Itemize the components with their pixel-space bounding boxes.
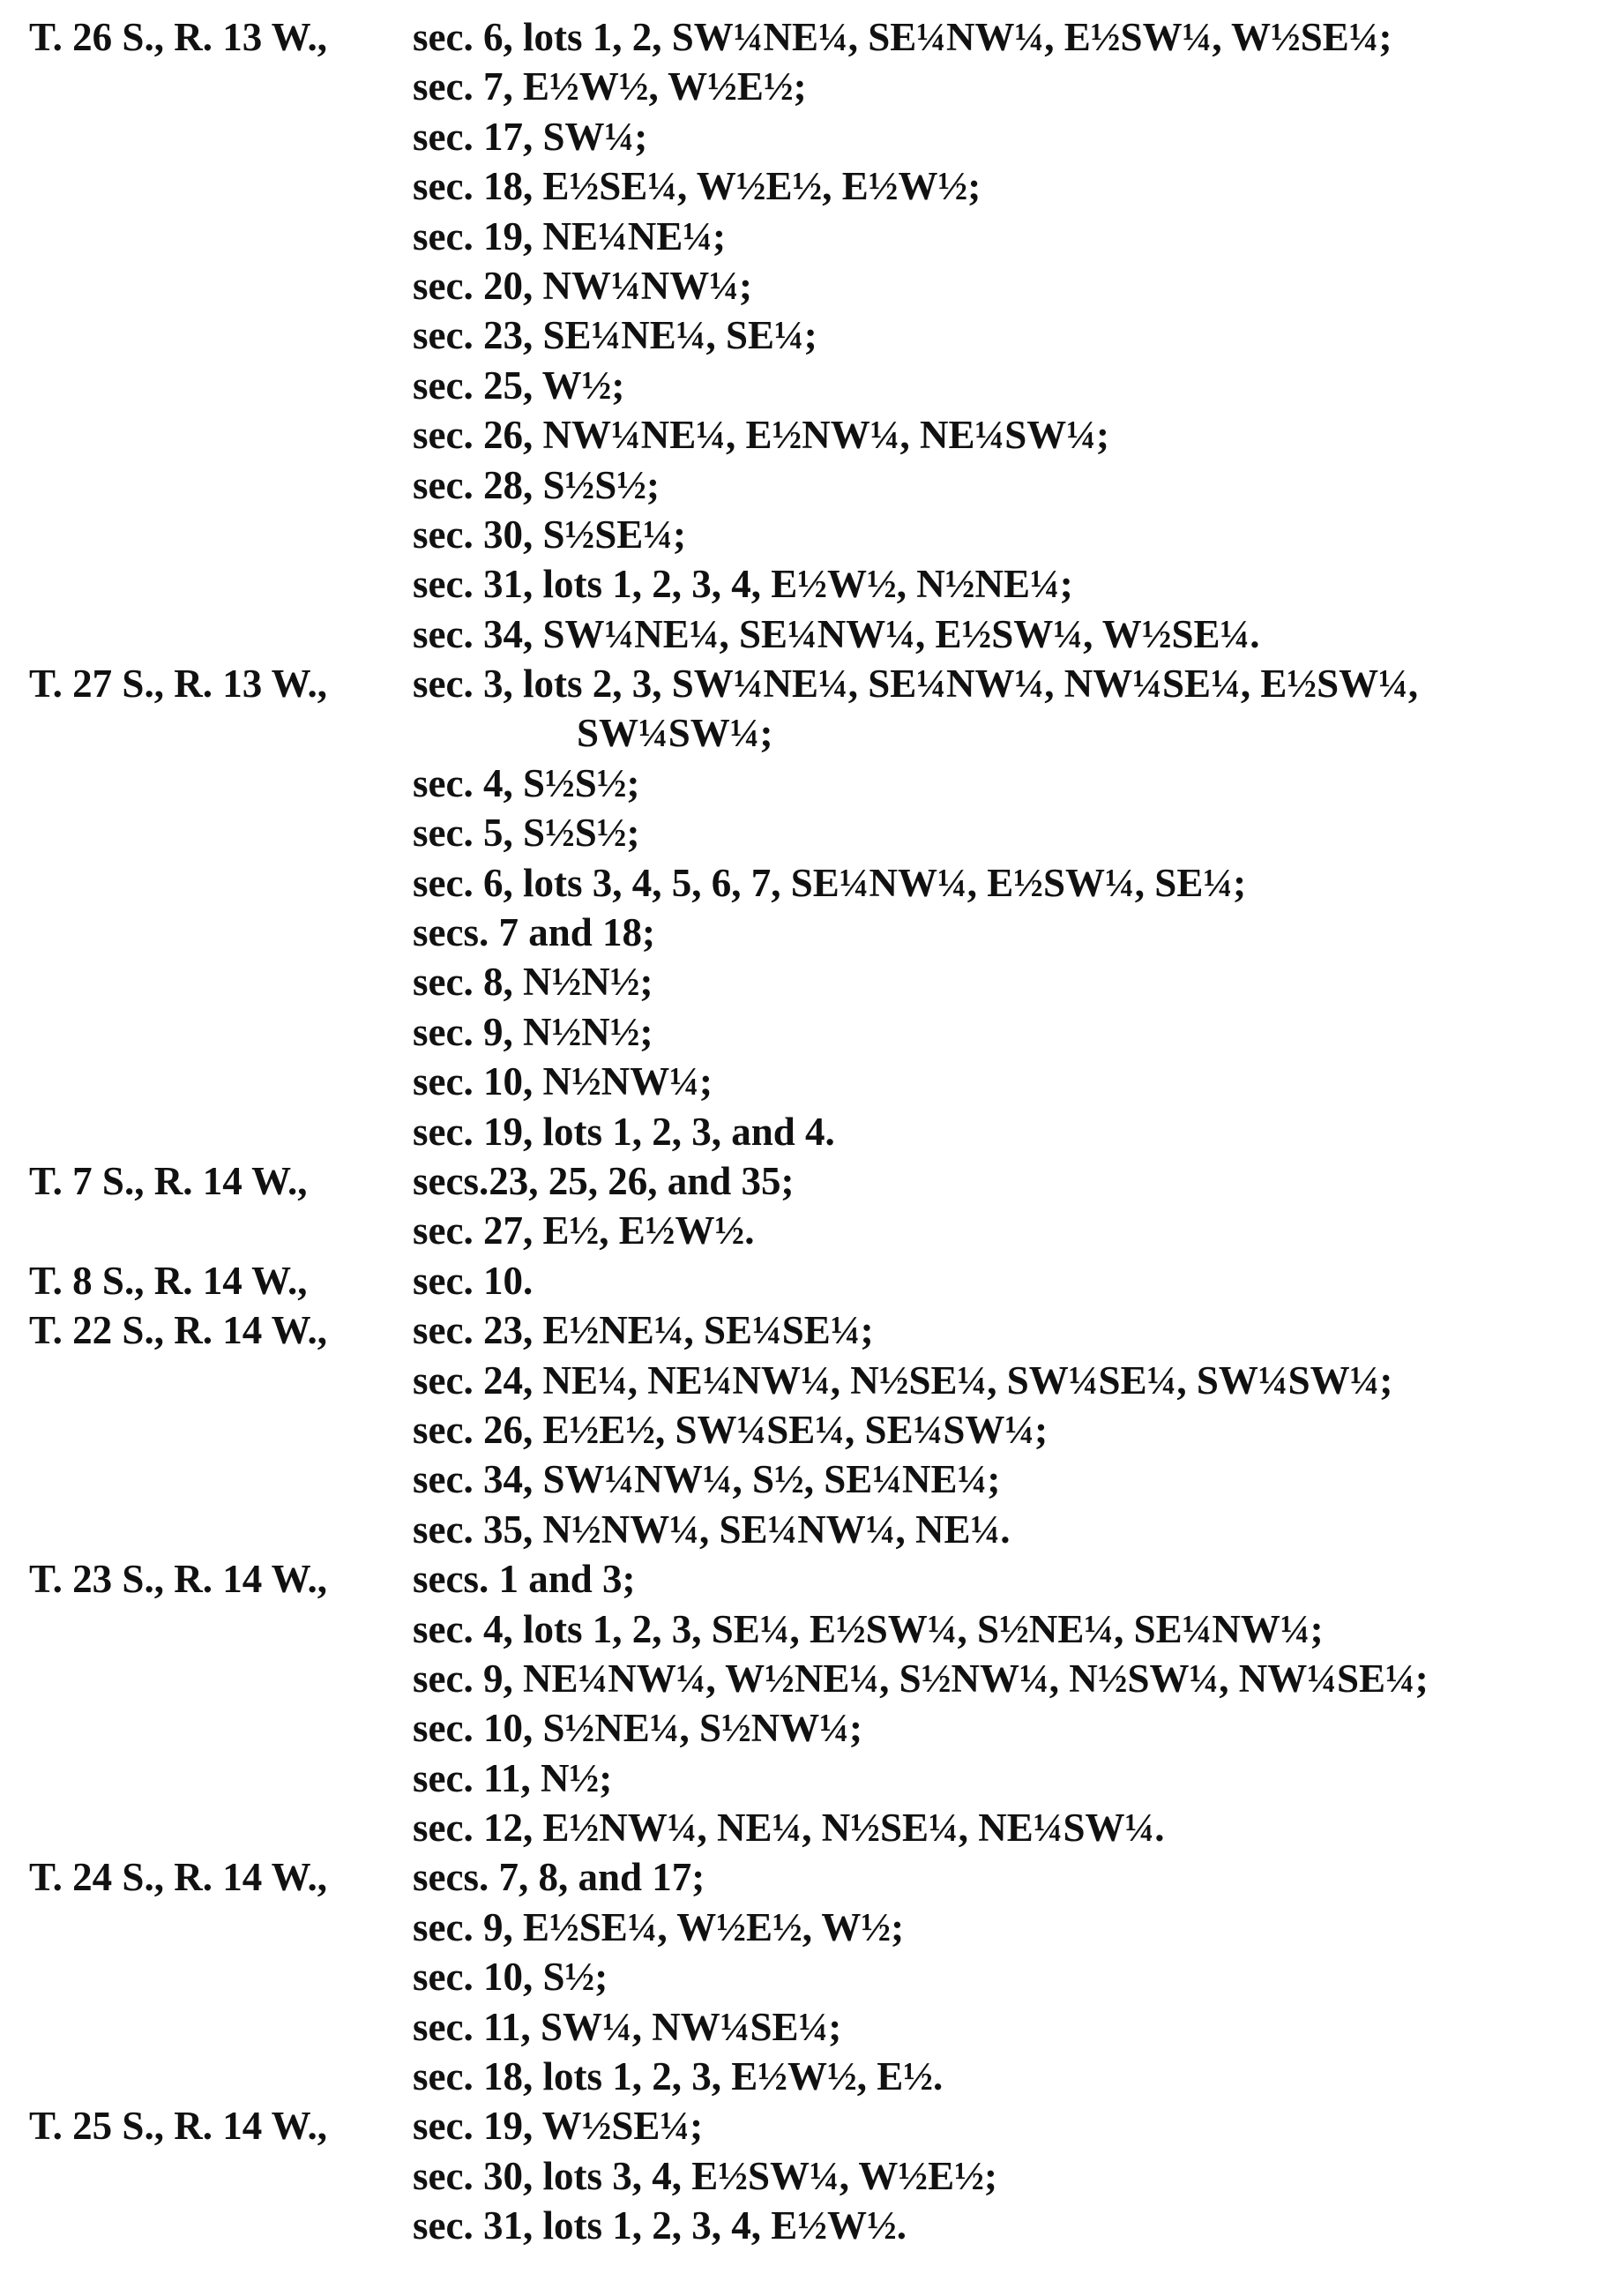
description-line (0, 1803, 1612, 1852)
section-description: sec. 8, N½N½; (413, 960, 653, 1005)
description-line (0, 1952, 1612, 2001)
section-description: sec. 9, N½N½; (413, 1009, 653, 1054)
section-description: sec. 6, lots 3, 4, 5, 6, 7, SE¼NW¼, E½SW¼, SE¼; (413, 860, 1247, 905)
section-description: sec. 20, NW¼NW¼; (413, 263, 752, 308)
description-line (0, 1405, 1612, 1455)
section-description: sec. 24, NE¼, NE¼NW¼, N½SE¼, SW¼SE¼, SW¼SW¼; (413, 1357, 1393, 1402)
description-line (0, 2002, 1612, 2052)
section-description: sec. 10, S½NE¼, S½NW¼; (413, 1706, 863, 1751)
section-description: sec. 31, lots 1, 2, 3, 4, E½W½, N½NE¼; (413, 562, 1073, 607)
township-range-label: T. 22 S., R. 14 W., (29, 1308, 328, 1353)
section-description: secs.23, 25, 26, and 35; (413, 1158, 795, 1203)
description-line (0, 212, 1612, 261)
description-line (0, 1156, 1612, 1206)
description-line (0, 2052, 1612, 2101)
description-line (0, 1007, 1612, 1057)
section-description: sec. 30, S½SE¼; (413, 512, 687, 557)
description-line (0, 2101, 1612, 2150)
section-description: sec. 28, S½S½; (413, 462, 660, 507)
description-line (0, 708, 1612, 758)
description-line (0, 808, 1612, 857)
section-description: sec. 4, S½S½; (413, 760, 640, 805)
description-line (0, 1654, 1612, 1703)
description-line (0, 858, 1612, 908)
description-line (0, 161, 1612, 211)
section-description: secs. 7 and 18; (413, 910, 656, 955)
description-line (0, 1206, 1612, 1255)
description-line (0, 908, 1612, 957)
description-line (0, 759, 1612, 808)
description-line (0, 112, 1612, 161)
description-line (0, 1057, 1612, 1106)
section-description: sec. 17, SW¼; (413, 114, 648, 159)
description-line (0, 1305, 1612, 1355)
township-range-label: T. 7 S., R. 14 W., (29, 1158, 308, 1203)
section-description: sec. 18, E½SE¼, W½E½, E½W½; (413, 164, 981, 209)
land-description-list (0, 12, 1612, 2251)
section-description: sec. 26, E½E½, SW¼SE¼, SE¼SW¼; (413, 1407, 1049, 1452)
section-description: secs. 7, 8, and 17; (413, 1855, 705, 1900)
section-description: sec. 23, E½NE¼, SE¼SE¼; (413, 1308, 874, 1353)
description-line (0, 361, 1612, 410)
description-line (0, 1455, 1612, 1504)
section-description: sec. 25, W½; (413, 363, 625, 408)
section-description: sec. 19, W½SE¼; (413, 2104, 704, 2149)
section-description: sec. 9, E½SE¼, W½E½, W½; (413, 1904, 905, 1949)
description-line (0, 1554, 1612, 1604)
section-description: sec. 11, SW¼, NW¼SE¼; (413, 2004, 842, 2049)
section-description: sec. 31, lots 1, 2, 3, 4, E½W½. (413, 2203, 907, 2248)
township-range-label: T. 8 S., R. 14 W., (29, 1258, 308, 1303)
section-description: secs. 1 and 3; (413, 1557, 636, 1602)
description-line (0, 1256, 1612, 1305)
description-line (0, 62, 1612, 111)
description-line (0, 410, 1612, 460)
description-line (0, 12, 1612, 62)
description-line (0, 957, 1612, 1006)
section-description: sec. 12, E½NW¼, NE¼, N½SE¼, NE¼SW¼. (413, 1806, 1165, 1851)
section-description: sec. 23, SE¼NE¼, SE¼; (413, 313, 817, 358)
section-description: sec. 34, SW¼NW¼, S½, SE¼NE¼; (413, 1457, 1001, 1502)
description-line (0, 610, 1612, 659)
description-line (0, 261, 1612, 310)
township-range-label: T. 27 S., R. 13 W., (29, 662, 328, 707)
township-range-label: T. 24 S., R. 14 W., (29, 1855, 328, 1900)
description-line (0, 1356, 1612, 1405)
description-line (0, 1604, 1612, 1654)
section-description: sec. 18, lots 1, 2, 3, E½W½, E½. (413, 2054, 944, 2099)
section-description: sec. 10, S½; (413, 1955, 608, 2000)
section-description: sec. 4, lots 1, 2, 3, SE¼, E½SW¼, S½NE¼, SE¼NW¼; (413, 1606, 1324, 1651)
description-line (0, 310, 1612, 360)
description-line (0, 559, 1612, 609)
description-continuation: SW¼SW¼; (577, 711, 773, 756)
description-line (0, 510, 1612, 559)
section-description: sec. 9, NE¼NW¼, W½NE¼, S½NW¼, N½SW¼, NW¼SE¼; (413, 1656, 1429, 1701)
section-description: sec. 19, lots 1, 2, 3, and 4. (413, 1109, 835, 1154)
description-line (0, 1852, 1612, 1902)
section-description: sec. 34, SW¼NE¼, SE¼NW¼, E½SW¼, W½SE¼. (413, 611, 1260, 656)
section-description: sec. 10, N½NW¼; (413, 1059, 713, 1104)
township-range-label: T. 25 S., R. 14 W., (29, 2104, 328, 2149)
description-line (0, 1703, 1612, 1753)
description-line (0, 460, 1612, 510)
section-description: sec. 26, NW¼NE¼, E½NW¼, NE¼SW¼; (413, 413, 1110, 458)
section-description: sec. 6, lots 1, 2, SW¼NE¼, SE¼NW¼, E½SW¼, W½SE¼; (413, 15, 1392, 59)
section-description: sec. 35, N½NW¼, SE¼NW¼, NE¼. (413, 1507, 1011, 1552)
section-description: sec. 11, N½; (413, 1755, 613, 1800)
section-description: sec. 3, lots 2, 3, SW¼NE¼, SE¼NW¼, NW¼SE¼, E½SW¼, (413, 662, 1419, 707)
description-line (0, 1505, 1612, 1554)
description-line (0, 1754, 1612, 1803)
description-line (0, 1903, 1612, 1952)
description-line (0, 659, 1612, 708)
section-description: sec. 30, lots 3, 4, E½SW¼, W½E½; (413, 2153, 997, 2198)
section-description: sec. 5, S½S½; (413, 811, 640, 856)
description-line (0, 2151, 1612, 2201)
township-range-label: T. 23 S., R. 14 W., (29, 1557, 328, 1602)
township-range-label: T. 26 S., R. 13 W., (29, 15, 328, 59)
section-description: sec. 7, E½W½, W½E½; (413, 64, 807, 109)
description-line (0, 1107, 1612, 1156)
description-line (0, 2201, 1612, 2250)
section-description: sec. 10. (413, 1258, 534, 1303)
section-description: sec. 27, E½, E½W½. (413, 1208, 755, 1253)
section-description: sec. 19, NE¼NE¼; (413, 213, 726, 258)
